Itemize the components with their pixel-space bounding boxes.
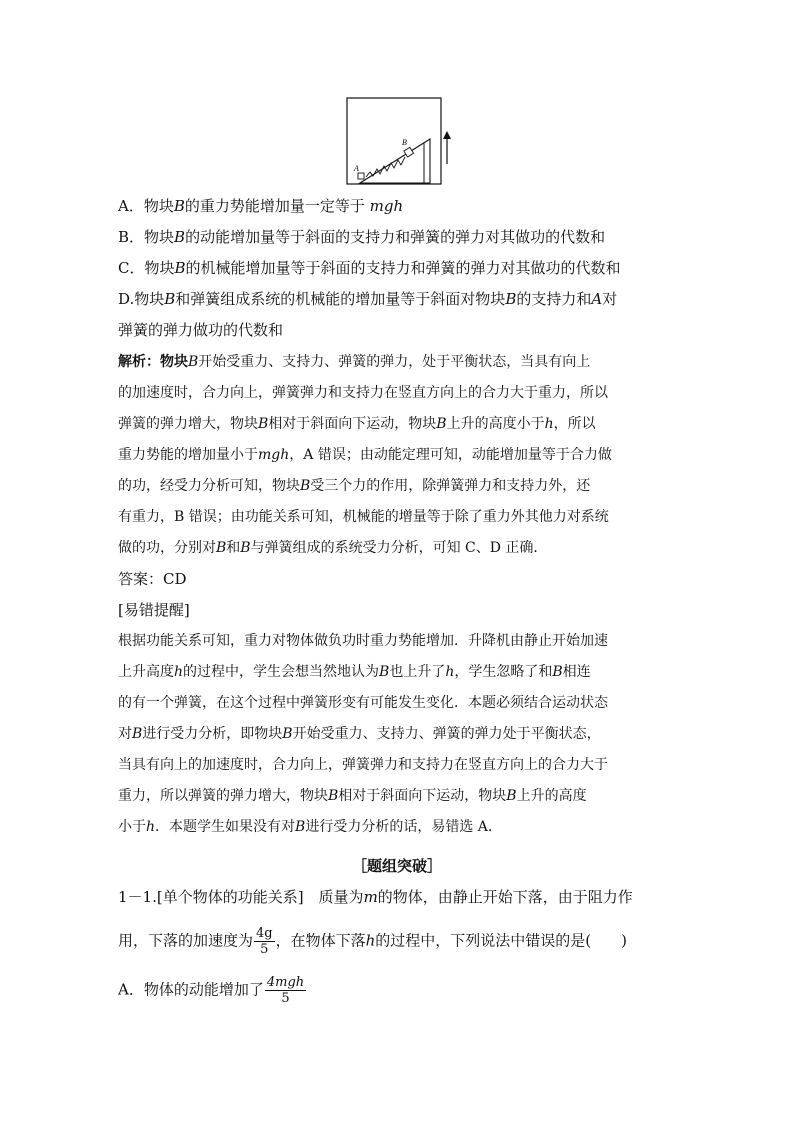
tip-line-3: 的有一个弹簧，在这个过程中弹簧形变有可能发生变化．本题必须结合运动状态 bbox=[118, 695, 608, 711]
analysis-line-6: 有重力，B 错误；由功能关系可知，机械能的增量等于除了重力外其他力对系统 bbox=[118, 509, 609, 525]
analysis-line-3: 弹簧的弹力增大，物块B相对于斜面向下运动，物块B上升的高度小于h，所以 bbox=[118, 416, 596, 432]
analysis-line-1: 解析：物块B开始受重力、支持力、弹簧的弹力，处于平衡状态，当具有向上 bbox=[118, 354, 591, 370]
tip-line-7: 小于h．本题学生如果没有对B进行受力分析的话，易错选 A. bbox=[118, 819, 493, 835]
analysis-line-2: 的加速度时，合力向上，弹簧弹力和支持力在竖直方向上的合力大于重力，所以 bbox=[118, 385, 608, 401]
accel-fraction: $\frac{4g}{5}$ bbox=[256, 926, 273, 957]
analysis-line-5: 的功，经受力分析可知，物块B受三个力的作用，除弹簧弹力和支持力外，还 bbox=[118, 478, 591, 494]
label-b: B bbox=[402, 138, 407, 147]
lift-diagram bbox=[346, 97, 442, 185]
option-d: D.物块B和弹簧组成系统的机械能的增加量等于斜面对物块B的支持力和A对 bbox=[118, 290, 618, 308]
option-b: B．物块B的动能增加量等于斜面的支持力和弹簧的弹力对其做功的代数和 bbox=[118, 228, 606, 246]
tip-line-4: 对B进行受力分析，即物块B开始受重力、支持力、弹簧的弹力处于平衡状态， bbox=[118, 726, 601, 742]
question-line-2: 用，下落的加速度为 $\frac{4g}{5}$ ，在物体下落h的过程中，下列说法中错误的是( ) bbox=[118, 926, 628, 957]
question-option-a: A．物体的动能增加了 $\frac{\text{4mgh}}{5}$ bbox=[118, 975, 305, 1006]
question-line-1: 1－1.[单个物体的功能关系] 质量为m的物体，由静止开始下落，由于阻力作 bbox=[118, 888, 633, 906]
up-arrow-icon bbox=[440, 130, 454, 166]
tip-line-1: 根据功能关系可知，重力对物体做负功时重力势能增加．升降机由静止开始加速 bbox=[118, 633, 608, 649]
tip-line-6: 重力，所以弹簧的弹力增大，物块B相对于斜面向下运动，物块B上升的高度 bbox=[118, 788, 587, 804]
tip-line-5: 当具有向上的加速度时，合力向上，弹簧弹力和支持力在竖直方向上的合力大于 bbox=[118, 757, 608, 773]
block-b bbox=[404, 147, 414, 157]
option-c: C．物块B的机械能增加量等于斜面的支持力和弹簧的弹力对其做功的代数和 bbox=[118, 259, 621, 277]
label-a: A bbox=[354, 164, 359, 173]
option-a: A．物块B的重力势能增加量一定等于 mgh bbox=[118, 197, 404, 215]
option-d-line2: 弹簧的弹力做功的代数和 bbox=[118, 321, 284, 339]
analysis-line-4: 重力势能的增加量小于mgh，A 错误；由动能定理可知，动能增加量等于合力做 bbox=[118, 447, 612, 463]
tip-line-2: 上升高度h的过程中，学生会想当然地认为B也上升了h，学生忽略了和B相连 bbox=[118, 664, 591, 680]
section-title: ［题组突破］ bbox=[351, 857, 442, 875]
ke-fraction: $\frac{\text{4mgh}}{5}$ bbox=[266, 975, 305, 1006]
incline bbox=[360, 139, 430, 183]
block-a bbox=[358, 173, 364, 179]
answer: 答案：CD bbox=[118, 570, 187, 588]
tip-title: [易错提醒] bbox=[118, 601, 190, 619]
analysis-line-7: 做的功，分别对B和B与弹簧组成的系统受力分析，可知 C、D 正确． bbox=[118, 540, 548, 556]
